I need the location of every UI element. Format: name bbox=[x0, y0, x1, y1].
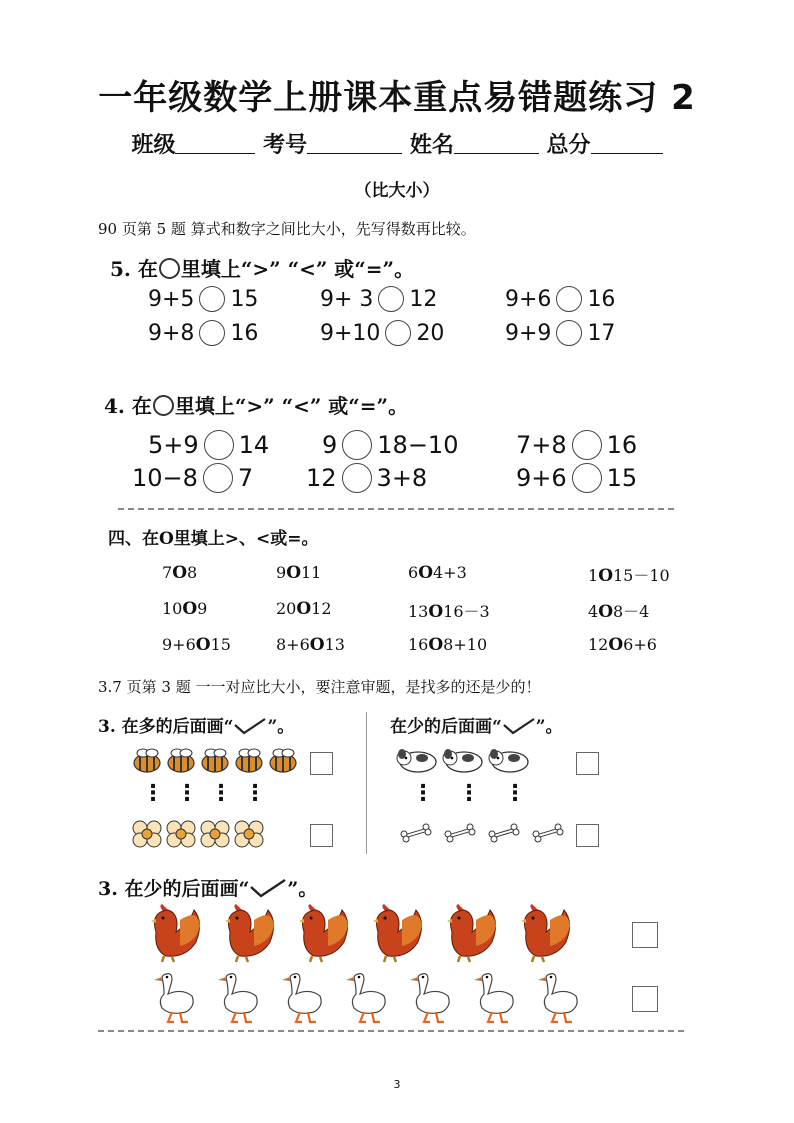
q4-item: 5+9 14 bbox=[148, 431, 270, 459]
q4-item: 9 18−10 bbox=[322, 431, 459, 459]
q4-item: 10−8 7 bbox=[132, 464, 254, 492]
answer-circle[interactable] bbox=[556, 286, 582, 312]
goose-icon bbox=[410, 974, 449, 1022]
answer-box-geese[interactable] bbox=[632, 986, 658, 1012]
q3a-left-label: 3. 在多的后面画“ bbox=[98, 717, 234, 737]
q3b-heading bbox=[98, 874, 317, 901]
q5-item: 9+ 3 12 bbox=[320, 286, 438, 312]
correspondence-dots: ⋮ bbox=[458, 781, 480, 806]
answer-circle[interactable]: O bbox=[598, 602, 613, 622]
section4-item: 8+6O13 bbox=[276, 635, 345, 655]
q4-heading bbox=[104, 390, 408, 419]
section4-item: 7O8 bbox=[162, 563, 198, 583]
note-page-37: 3.7 页第 3 题 一一对应比大小，要注意审题，是找多的还是少的！ bbox=[98, 678, 541, 696]
dog-icon bbox=[489, 749, 528, 772]
q5-item: 9+8 16 bbox=[148, 320, 259, 346]
circle-icon bbox=[159, 258, 180, 279]
panel-divider bbox=[366, 712, 367, 854]
correspondence-dots: ⋮ bbox=[176, 781, 198, 806]
answer-circle[interactable] bbox=[385, 320, 411, 346]
q5-item: 9+10 20 bbox=[320, 320, 445, 346]
answer-box-flowers[interactable] bbox=[310, 824, 333, 847]
answer-circle[interactable]: O bbox=[428, 602, 444, 622]
answer-box-hens[interactable] bbox=[632, 922, 658, 948]
q3a-right-heading bbox=[390, 712, 563, 737]
flower-icon bbox=[133, 821, 161, 847]
bees-row bbox=[130, 746, 302, 776]
page-number: 3 bbox=[393, 1078, 401, 1091]
bee-icon bbox=[270, 749, 296, 772]
answer-circle[interactable]: O bbox=[428, 635, 444, 655]
answer-circle[interactable]: O bbox=[296, 599, 312, 619]
answer-circle[interactable]: O bbox=[598, 566, 613, 586]
correspondence-dots: ⋮ bbox=[244, 781, 266, 806]
q4-suffix: 里填上“>” “<” 或“=”。 bbox=[174, 394, 409, 418]
q3b-label: 3. 在少的后面画“ bbox=[98, 878, 250, 900]
q4-item: 9+6 15 bbox=[516, 464, 638, 492]
answer-circle[interactable] bbox=[204, 430, 234, 460]
answer-box-dogs[interactable] bbox=[576, 752, 599, 775]
answer-circle[interactable]: O bbox=[608, 635, 624, 655]
bone-icon bbox=[489, 824, 519, 842]
q5-suffix: 里填上“>” “<” 或“=”。 bbox=[180, 257, 415, 281]
name-label: 姓名 bbox=[409, 132, 454, 158]
q4-item: 7+8 16 bbox=[516, 431, 638, 459]
answer-circle[interactable]: O bbox=[418, 563, 433, 583]
answer-circle[interactable]: O bbox=[286, 563, 301, 583]
number-label: 考号 bbox=[263, 132, 308, 158]
bee-icon bbox=[134, 749, 160, 772]
bee-icon bbox=[236, 749, 262, 772]
flower-icon bbox=[167, 821, 195, 847]
correspondence-dots: ⋮ bbox=[142, 781, 164, 806]
answer-circle[interactable] bbox=[572, 463, 602, 493]
q3a-left-heading bbox=[98, 712, 294, 737]
correspondence-dots: ⋮ bbox=[504, 781, 526, 806]
dashed-divider bbox=[98, 1030, 684, 1032]
section4-item: 16O8+10 bbox=[408, 635, 488, 655]
answer-circle[interactable] bbox=[342, 430, 372, 460]
flower-icon bbox=[235, 821, 263, 847]
q3a-right-close: ”。 bbox=[535, 717, 563, 737]
answer-box-bees[interactable] bbox=[310, 752, 333, 775]
hen-icon bbox=[299, 904, 348, 962]
section4-item: 20O12 bbox=[276, 599, 332, 619]
hen-icon bbox=[373, 904, 422, 962]
checkmark-icon bbox=[502, 717, 536, 735]
hens-row bbox=[150, 902, 580, 964]
hen-icon bbox=[447, 904, 496, 962]
dog-icon bbox=[397, 749, 436, 772]
answer-circle[interactable] bbox=[342, 463, 372, 493]
hen-icon bbox=[225, 904, 274, 962]
section4-item: 4O8－4 bbox=[588, 602, 650, 622]
goose-icon bbox=[218, 974, 257, 1022]
goose-icon bbox=[282, 974, 321, 1022]
section4-item: 13O16－3 bbox=[408, 602, 490, 622]
dogs-row bbox=[396, 746, 532, 776]
score-label: 总分 bbox=[546, 132, 591, 158]
answer-circle[interactable] bbox=[199, 286, 225, 312]
goose-icon bbox=[538, 974, 577, 1022]
geese-row bbox=[152, 970, 602, 1026]
bee-icon bbox=[168, 749, 194, 772]
note-page-90: 90 页第 5 题 算式和数字之间比大小，先写得数再比较。 bbox=[98, 220, 476, 238]
circle-icon bbox=[153, 395, 174, 416]
dog-icon bbox=[443, 749, 482, 772]
section4-item: 10O9 bbox=[162, 599, 208, 619]
q3a-right-label: 在少的后面画“ bbox=[390, 717, 502, 737]
name-blank[interactable] bbox=[454, 133, 539, 154]
hen-icon bbox=[521, 904, 570, 962]
flowers-row bbox=[130, 818, 266, 850]
answer-circle[interactable]: O bbox=[195, 635, 211, 655]
bone-icon bbox=[445, 824, 475, 842]
answer-circle[interactable] bbox=[572, 430, 602, 460]
flower-icon bbox=[201, 821, 229, 847]
answer-circle[interactable] bbox=[556, 320, 582, 346]
section4-item: 6O4+3 bbox=[408, 563, 467, 583]
dashed-divider bbox=[118, 508, 674, 510]
page-title: 一年级数学上册课本重点易错题练习 2 bbox=[98, 78, 696, 118]
section4-item: 9O11 bbox=[276, 563, 322, 583]
answer-circle[interactable]: O bbox=[309, 635, 325, 655]
q5-item: 9+9 17 bbox=[505, 320, 616, 346]
number-blank[interactable] bbox=[307, 133, 402, 154]
subtitle: （比大小） bbox=[354, 181, 440, 201]
q3a-left-close: ”。 bbox=[267, 717, 295, 737]
correspondence-dots: ⋮ bbox=[210, 781, 232, 806]
bone-icon bbox=[533, 824, 563, 842]
answer-circle[interactable]: O bbox=[172, 563, 187, 583]
section4-item: 1O15－10 bbox=[588, 566, 670, 586]
bee-icon bbox=[202, 749, 228, 772]
correspondence-dots: ⋮ bbox=[412, 781, 434, 806]
answer-circle[interactable] bbox=[203, 463, 233, 493]
goose-icon bbox=[346, 974, 385, 1022]
section4-item: 9+6O15 bbox=[162, 635, 231, 655]
q4-prefix: 4. 在 bbox=[104, 394, 152, 418]
class-blank[interactable] bbox=[175, 133, 255, 154]
student-info-line bbox=[0, 128, 794, 159]
q3b-close: ”。 bbox=[287, 878, 318, 900]
q5-prefix: 5. 在 bbox=[110, 257, 158, 281]
class-label: 班级 bbox=[131, 132, 176, 158]
q4-item: 12 3+8 bbox=[306, 464, 428, 492]
score-blank[interactable] bbox=[591, 133, 663, 154]
checkmark-icon bbox=[233, 717, 267, 735]
answer-circle[interactable]: O bbox=[182, 599, 198, 619]
checkmark-icon bbox=[249, 878, 287, 898]
goose-icon bbox=[474, 974, 513, 1022]
answer-circle[interactable] bbox=[199, 320, 225, 346]
bones-row bbox=[400, 822, 570, 846]
section4-heading: 四、在O里填上>、<或=。 bbox=[108, 529, 319, 549]
goose-icon bbox=[154, 974, 193, 1022]
answer-box-bones[interactable] bbox=[576, 824, 599, 847]
q5-item: 9+6 16 bbox=[505, 286, 616, 312]
q5-heading bbox=[110, 253, 414, 282]
section4-item: 12O6+6 bbox=[588, 635, 657, 655]
hen-icon bbox=[151, 904, 200, 962]
answer-circle[interactable] bbox=[378, 286, 404, 312]
q5-item: 9+5 15 bbox=[148, 286, 259, 312]
bone-icon bbox=[401, 824, 431, 842]
